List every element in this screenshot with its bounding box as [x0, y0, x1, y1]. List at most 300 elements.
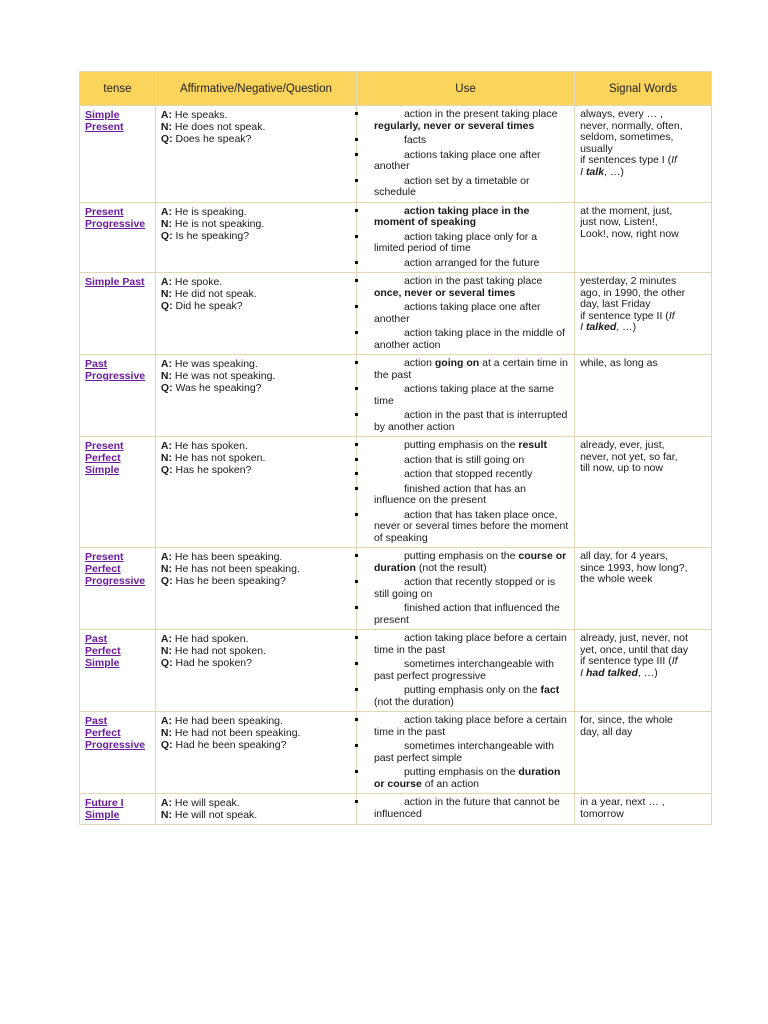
tense-name-line: Past	[85, 633, 108, 645]
tense-cell	[80, 355, 156, 437]
form-type-label: A:	[160, 440, 173, 452]
header-signal-words: Signal Words	[575, 72, 712, 106]
table-row	[80, 437, 712, 548]
form-sentence: Does he speak?	[172, 133, 252, 145]
table-row	[80, 355, 712, 437]
form-example	[161, 575, 352, 587]
signal-text: the whole week	[580, 573, 653, 585]
use-bold-text: fact	[540, 684, 560, 696]
use-text: action in the present taking place	[403, 108, 558, 120]
forms-cell	[155, 794, 356, 825]
use-text: putting emphasis on the	[403, 439, 519, 451]
use-item	[362, 484, 570, 507]
tense-name-line: Progressive	[85, 370, 146, 382]
form-sentence: Is he speaking?	[172, 229, 250, 242]
use-item	[362, 551, 570, 574]
form-example	[161, 727, 352, 739]
tense-cell	[80, 273, 156, 355]
use-cell	[356, 548, 574, 630]
form-type-label: N:	[160, 452, 173, 464]
form-type-label: N:	[160, 370, 173, 382]
use-item	[362, 206, 570, 229]
form-example	[161, 715, 352, 727]
tense-link[interactable]	[85, 358, 151, 382]
use-item	[362, 135, 570, 147]
signal-italic-text: If	[671, 655, 678, 667]
use-item	[362, 328, 570, 351]
signal-text: seldom, sometimes,	[580, 131, 674, 143]
form-example	[161, 133, 352, 145]
use-list	[362, 109, 570, 199]
use-bold-text: duration or course	[373, 766, 561, 790]
form-example	[161, 797, 352, 809]
signal-words-cell	[575, 712, 712, 794]
use-text: at a certain time in the past	[373, 357, 568, 381]
form-example	[161, 370, 352, 382]
signal-italic-text: I	[580, 165, 586, 178]
use-text: action in the past taking place	[403, 275, 543, 287]
tense-link[interactable]	[85, 551, 151, 587]
signal-text: , …)	[616, 321, 637, 333]
bullet-icon	[355, 606, 358, 609]
signal-line	[580, 574, 707, 586]
bullet-icon	[355, 580, 358, 583]
form-example	[161, 739, 352, 751]
use-item	[362, 767, 570, 790]
bullet-icon	[355, 744, 358, 747]
form-sentence: Did he speak?	[172, 300, 243, 312]
tense-cell	[80, 712, 156, 794]
use-bold-text: going on	[434, 357, 480, 369]
header-tense: tense	[80, 72, 156, 106]
bullet-icon	[355, 261, 358, 264]
form-type-label: A:	[160, 715, 173, 727]
tense-cell	[80, 548, 156, 630]
use-text: sometimes interchangeable with past perfect progressive	[373, 658, 554, 682]
tense-cell	[80, 202, 156, 273]
signal-words-cell	[575, 202, 712, 273]
tense-name-line: Progressive	[85, 217, 146, 230]
use-text: action	[403, 357, 435, 369]
form-type-label: N:	[160, 645, 173, 657]
form-example	[161, 452, 352, 464]
form-type-label: N:	[160, 217, 173, 230]
forms-cell	[155, 355, 356, 437]
table-row	[80, 794, 712, 825]
form-type-label: A:	[160, 358, 173, 370]
tense-link[interactable]	[85, 440, 151, 476]
tense-name-line: Progressive	[85, 575, 146, 587]
form-sentence: He will speak.	[172, 797, 240, 809]
signal-text: if sentence type III (	[580, 655, 672, 667]
form-sentence: He spoke.	[172, 276, 223, 288]
form-type-label: Q:	[160, 133, 173, 145]
tense-name-line: Perfect	[85, 645, 121, 657]
signal-words-cell	[575, 273, 712, 355]
use-text: action that is still going on	[403, 453, 525, 466]
use-text: finished action that influenced the present	[373, 602, 560, 626]
tense-link[interactable]	[85, 715, 151, 751]
form-example	[161, 440, 352, 452]
form-example	[161, 358, 352, 370]
use-item	[362, 276, 570, 299]
use-bold-text: action taking place in the moment of speaking	[373, 204, 530, 228]
form-type-label: N:	[160, 809, 173, 821]
form-type-label: A:	[160, 205, 173, 218]
signal-line	[580, 809, 707, 821]
tense-name-line: Perfect	[85, 452, 121, 464]
use-text: facts	[403, 134, 427, 146]
use-text: action that has taken place once, never or several times before the moment of speaking	[373, 508, 569, 544]
signal-words-cell	[575, 794, 712, 825]
form-type-label: Q:	[160, 739, 173, 751]
signal-line	[580, 463, 707, 475]
use-bold-text: regularly, never or several times	[373, 119, 535, 132]
form-sentence: He had been speaking.	[172, 715, 283, 727]
forms-cell	[155, 630, 356, 712]
use-item	[362, 440, 570, 452]
form-type-label: A:	[160, 109, 173, 121]
form-type-label: Q:	[160, 575, 173, 587]
use-cell	[356, 630, 574, 712]
bullet-icon	[355, 112, 358, 115]
use-list	[362, 797, 570, 820]
signal-text: never, normally, often,	[580, 119, 683, 132]
signal-words-cell	[575, 630, 712, 712]
tense-name-line: Simple	[85, 109, 120, 121]
signal-line	[580, 167, 707, 179]
use-text: sometimes interchangeable with past perfect simple	[373, 740, 554, 764]
bullet-icon	[355, 554, 358, 557]
use-cell	[356, 273, 574, 355]
form-sentence: He speaks.	[172, 109, 228, 121]
bullet-icon	[355, 458, 358, 461]
signal-text: never, not yet, so far,	[580, 450, 678, 463]
form-sentence: He had not spoken.	[172, 645, 266, 657]
use-cell	[356, 355, 574, 437]
use-item	[362, 797, 570, 820]
tense-name-line: Simple	[85, 657, 120, 669]
form-example	[161, 276, 352, 288]
tense-name-line: Progressive	[85, 739, 146, 751]
signal-text: if sentences type I (	[580, 154, 672, 166]
forms-cell	[155, 106, 356, 203]
bullet-icon	[355, 688, 358, 691]
use-item	[362, 410, 570, 433]
signal-text: just now, Listen!,	[580, 216, 658, 228]
signal-line	[580, 668, 707, 680]
use-list	[362, 276, 570, 351]
forms-cell	[155, 273, 356, 355]
use-item	[362, 176, 570, 199]
signal-line	[580, 358, 707, 370]
form-example	[161, 300, 352, 312]
tense-link[interactable]	[85, 109, 151, 133]
form-sentence: He has not spoken.	[172, 452, 266, 464]
form-type-label: N:	[160, 563, 173, 575]
signal-line	[580, 727, 707, 739]
forms-cell	[155, 202, 356, 273]
bullet-icon	[355, 361, 358, 364]
signal-text: for, since, the whole	[580, 714, 673, 726]
use-text: actions taking place one after another	[373, 301, 541, 325]
use-text: action in the future that cannot be influenced	[373, 796, 560, 820]
use-text: of an action	[421, 777, 480, 790]
signal-text: , …)	[637, 666, 658, 679]
form-type-label: A:	[160, 633, 173, 645]
signal-text: till now, up to now	[580, 462, 663, 474]
use-item	[362, 510, 570, 545]
use-item	[362, 469, 570, 481]
tense-link[interactable]	[85, 797, 151, 821]
form-type-label: Q:	[160, 382, 173, 394]
tense-name-line: Simple	[85, 464, 120, 476]
form-example	[161, 563, 352, 575]
signal-bold-italic-text: talked	[585, 321, 617, 333]
bullet-icon	[355, 472, 358, 475]
use-text: putting emphasis only on the	[403, 684, 541, 696]
use-item	[362, 741, 570, 764]
tense-name-line: Present	[85, 440, 124, 452]
signal-text: always, every … ,	[580, 108, 663, 120]
bullet-icon	[355, 305, 358, 308]
form-example	[161, 206, 352, 218]
tense-cell	[80, 794, 156, 825]
tense-name-line: Simple	[85, 809, 120, 821]
signal-text: all day, for 4 years,	[580, 550, 669, 562]
use-item	[362, 685, 570, 708]
use-bold-text: course or duration	[373, 550, 567, 574]
use-text: actions taking place at the same time	[373, 383, 554, 407]
form-example	[161, 288, 352, 300]
bullet-icon	[355, 331, 358, 334]
tense-cell	[80, 106, 156, 203]
form-type-label: Q:	[160, 657, 173, 669]
form-sentence: Has he spoken?	[172, 464, 252, 476]
bullet-icon	[355, 138, 358, 141]
signal-text: , …)	[604, 165, 624, 178]
form-example	[161, 645, 352, 657]
tense-table	[79, 71, 712, 825]
use-text: actions taking place one after another	[373, 148, 541, 172]
form-sentence: He is speaking.	[172, 205, 247, 218]
signal-words-cell	[575, 355, 712, 437]
signal-words-cell	[575, 106, 712, 203]
use-text: action arranged for the future	[403, 256, 540, 269]
tense-name-line: Past	[85, 715, 108, 727]
tense-table-container	[79, 71, 712, 825]
use-bold-text: once, never or several times	[373, 286, 516, 299]
form-type-label: Q:	[160, 464, 173, 476]
use-item	[362, 603, 570, 626]
use-text: putting emphasis on the	[403, 766, 519, 778]
form-sentence: Has he been speaking?	[172, 575, 286, 587]
form-example	[161, 121, 352, 133]
form-sentence: Had he been speaking?	[172, 739, 287, 751]
table-row	[80, 106, 712, 203]
table-row	[80, 202, 712, 273]
form-sentence: He was not speaking.	[172, 370, 276, 382]
use-text: finished action that has an influence on the present	[373, 482, 526, 506]
use-bold-text: result	[518, 439, 547, 451]
bullet-icon	[355, 513, 358, 516]
form-type-label: N:	[160, 121, 173, 133]
bullet-icon	[355, 636, 358, 639]
tense-name-line: Present	[85, 551, 124, 563]
form-sentence: He does not speak.	[172, 121, 266, 133]
tense-link[interactable]	[85, 206, 151, 230]
use-list	[362, 633, 570, 708]
forms-cell	[155, 437, 356, 548]
bullet-icon	[355, 718, 358, 721]
bullet-icon	[355, 387, 358, 390]
use-text: putting emphasis on the	[403, 550, 519, 562]
tense-link[interactable]	[85, 276, 151, 288]
use-list	[362, 551, 570, 626]
tense-name-line: Simple Past	[85, 276, 145, 288]
form-sentence: He had not been speaking.	[172, 727, 301, 739]
use-text: action that recently stopped or is still going on	[373, 576, 556, 600]
form-example	[161, 230, 352, 242]
form-sentence: He has not been speaking.	[172, 563, 300, 575]
bullet-icon	[355, 662, 358, 665]
form-example	[161, 657, 352, 669]
table-row	[80, 712, 712, 794]
signal-text: if sentence type II (	[580, 309, 669, 322]
signal-text: yet, once, until that day	[580, 643, 689, 656]
form-sentence: He has spoken.	[172, 440, 248, 452]
use-text: (not the duration)	[373, 695, 454, 708]
tense-name-line: Perfect	[85, 563, 121, 575]
table-header-row	[80, 72, 712, 106]
form-sentence: He has been speaking.	[172, 551, 283, 563]
signal-words-cell	[575, 548, 712, 630]
tense-name-line: Future I	[85, 797, 124, 809]
use-cell	[356, 437, 574, 548]
bullet-icon	[355, 800, 358, 803]
bullet-icon	[355, 179, 358, 182]
use-item	[362, 302, 570, 325]
header-use: Use	[356, 72, 574, 106]
use-list	[362, 440, 570, 544]
use-text: action set by a timetable or schedule	[373, 174, 530, 198]
use-cell	[356, 794, 574, 825]
use-text: action that stopped recently	[403, 468, 533, 480]
use-list	[362, 206, 570, 270]
use-text: action in the past that is interrupted by another action	[373, 409, 568, 433]
form-type-label: A:	[160, 551, 173, 563]
signal-text: since 1993, how long?,	[580, 561, 688, 574]
form-type-label: Q:	[160, 229, 173, 242]
bullet-icon	[355, 487, 358, 490]
use-item	[362, 258, 570, 270]
form-example	[161, 382, 352, 394]
header-forms: Affirmative/Negative/Question	[155, 72, 356, 106]
bullet-icon	[355, 153, 358, 156]
form-example	[161, 809, 352, 821]
use-text: action taking place only for a limited period of time	[373, 230, 538, 254]
form-sentence: Had he spoken?	[172, 657, 252, 669]
signal-italic-text: If	[671, 154, 677, 166]
form-example	[161, 633, 352, 645]
form-example	[161, 109, 352, 121]
form-example	[161, 218, 352, 230]
use-cell	[356, 106, 574, 203]
signal-text: day, all day	[580, 725, 633, 738]
tense-cell	[80, 630, 156, 712]
signal-bold-italic-text: had talked	[585, 666, 638, 679]
tense-link[interactable]	[85, 633, 151, 669]
bullet-icon	[355, 235, 358, 238]
form-example	[161, 464, 352, 476]
form-type-label: N:	[160, 288, 173, 300]
tense-cell	[80, 437, 156, 548]
signal-line	[580, 229, 707, 241]
bullet-icon	[355, 443, 358, 446]
signal-text: tomorrow	[580, 807, 624, 820]
signal-bold-italic-text: talk	[585, 165, 605, 178]
use-list	[362, 715, 570, 790]
form-sentence: He did not speak.	[172, 288, 257, 300]
signal-italic-text: I	[580, 321, 586, 333]
signal-text: at the moment, just,	[580, 204, 673, 217]
signal-text: in a year, next … ,	[580, 796, 665, 808]
signal-italic-text: If	[668, 309, 675, 322]
bullet-icon	[355, 413, 358, 416]
signal-line	[580, 322, 707, 334]
signal-italic-text: I	[580, 666, 586, 679]
form-example	[161, 551, 352, 563]
form-sentence: He had spoken.	[172, 633, 249, 645]
bullet-icon	[355, 770, 358, 773]
use-text: action taking place in the middle of another action	[373, 327, 566, 351]
use-cell	[356, 202, 574, 273]
signal-text: already, ever, just,	[580, 439, 665, 451]
use-item	[362, 109, 570, 132]
form-sentence: Was he speaking?	[172, 382, 262, 394]
use-item	[362, 455, 570, 467]
use-item	[362, 577, 570, 600]
signal-text: day, last Friday	[580, 298, 651, 310]
table-row	[80, 630, 712, 712]
use-item	[362, 633, 570, 656]
signal-words-cell	[575, 437, 712, 548]
signal-text: already, just, never, not	[580, 632, 688, 644]
use-text: (not the result)	[415, 561, 487, 574]
use-cell	[356, 712, 574, 794]
use-item	[362, 659, 570, 682]
form-sentence: He will not speak.	[172, 809, 258, 821]
form-type-label: Q:	[160, 300, 173, 312]
use-text: action taking place before a certain time in the past	[373, 714, 567, 738]
use-item	[362, 232, 570, 255]
tense-name-line: Past	[85, 358, 108, 370]
tense-name-line: Present	[85, 205, 124, 218]
signal-text: while, as long as	[580, 357, 658, 369]
table-row	[80, 273, 712, 355]
use-item	[362, 150, 570, 173]
use-item	[362, 358, 570, 381]
bullet-icon	[355, 209, 358, 212]
use-text: action taking place before a certain time in the past	[373, 632, 567, 656]
tense-name-line: Present	[85, 121, 124, 133]
forms-cell	[155, 712, 356, 794]
signal-text: ago, in 1990, the other	[580, 286, 686, 299]
form-type-label: N:	[160, 727, 173, 739]
signal-text: usually	[580, 142, 613, 155]
forms-cell	[155, 548, 356, 630]
bullet-icon	[355, 279, 358, 282]
